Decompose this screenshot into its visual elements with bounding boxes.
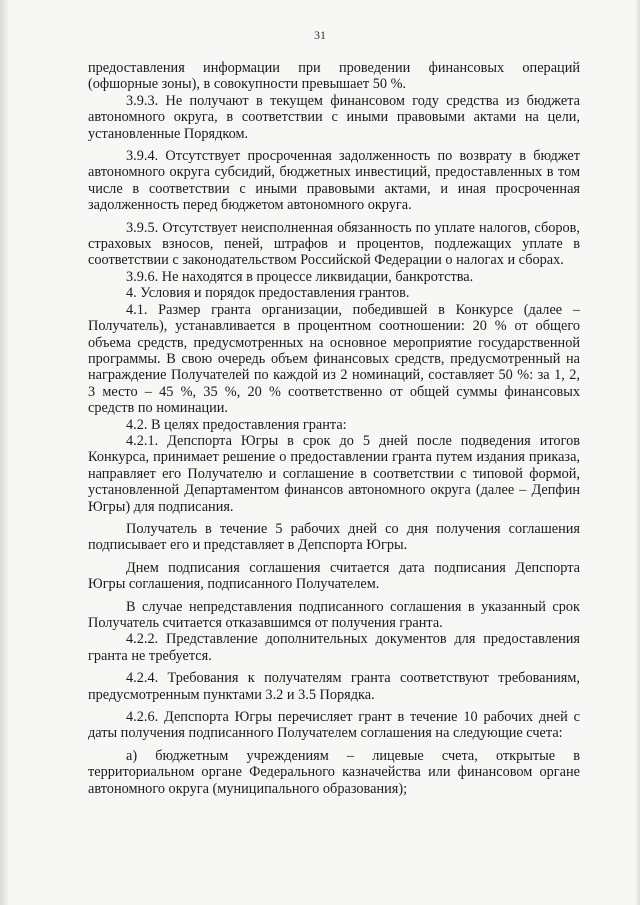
paragraph: предоставления информации при проведении финансовых операций (офшорные зоны), в совокупности превышает 50 %. bbox=[88, 60, 580, 93]
paragraph: 3.9.5. Отсутствует неисполненная обязанность по уплате налогов, сборов, страховых взносов, пеней, штрафов и процентов, подлежащих уплате в соответствии с законодательством Российской Федерации о налогах и сборах. bbox=[88, 219, 580, 269]
paragraph: 4.2.2. Представление дополнительных документов для предоставления гранта не требуется. bbox=[88, 631, 580, 664]
paragraph: 4.2.6. Депспорта Югры перечисляет грант в течение 10 рабочих дней с даты получения подписанного Получателем соглашения на следующие счета: bbox=[88, 709, 580, 742]
scan-edge-right bbox=[635, 0, 640, 905]
paragraph: 4.2.4. Требования к получателям гранта соответствуют требованиям, предусмотренным пунктами 3.2 и 3.5 Порядка. bbox=[88, 670, 580, 703]
paragraph: 3.9.4. Отсутствует просроченная задолженность по возврату в бюджет автономного округа субсидий, бюджетных инвестиций, предоставленных в том числе в соответствии с иными правовыми актами, и иная просроченная задолженность перед бюджетом автономного округа. bbox=[88, 148, 580, 214]
scan-edge-left bbox=[0, 0, 8, 905]
section-heading: 4. Условия и порядок предоставления грантов. bbox=[126, 285, 410, 302]
paragraph: Днем подписания соглашения считается дата подписания Депспорта Югры соглашения, подписанного Получателем. bbox=[88, 559, 580, 593]
paragraph: 3.9.6. Не находятся в процессе ликвидации, банкротства. bbox=[126, 268, 474, 285]
paragraph: 4.2.1. Депспорта Югры в срок до 5 дней после подведения итогов Конкурса, принимает решение о предоставлении гранта путем издания приказа, направляет его Получателю и соглашение в соответствии с типовой формой, установленной Департаментом финансов автономного округа (далее – Депфин Югры) для подписания. bbox=[88, 432, 580, 515]
paragraph: В случае непредставления подписанного соглашения в указанный срок Получатель считается отказавшимся от получения гранта. bbox=[88, 598, 580, 631]
paragraph: 4.2. В целях предоставления гранта: bbox=[126, 416, 347, 433]
document-body bbox=[88, 60, 580, 797]
paragraph: а) бюджетным учреждениям – лицевые счета, открытые в территориальном органе Федерального казначейства или финансовом органе автономного округа (муниципального образования); bbox=[88, 747, 580, 797]
paragraph: 4.1. Размер гранта организации, победившей в Конкурсе (далее – Получатель), устанавливается в процентном соотношении: 20 % от общего объема средств, предусмотренных на основное мероприятие государственной программы. В свою очередь объем финансовых средств, предусмотренный на награждение Получателей по каждой из 2 номинаций, составляет 50 %: за 1, 2, 3 место – 45 %, 35 %, 20 % соответственно от общей суммы финансовых средств по номинации. bbox=[88, 301, 580, 417]
paragraph: Получатель в течение 5 рабочих дней со дня получения соглашения подписывает его и представляет в Депспорта Югры. bbox=[88, 520, 580, 554]
paragraph: 3.9.3. Не получают в текущем финансовом году средства из бюджета автономного округа, в соответствии с иными правовыми актами на цели, установленные Порядком. bbox=[88, 92, 580, 142]
page-number: 31 bbox=[314, 28, 326, 42]
